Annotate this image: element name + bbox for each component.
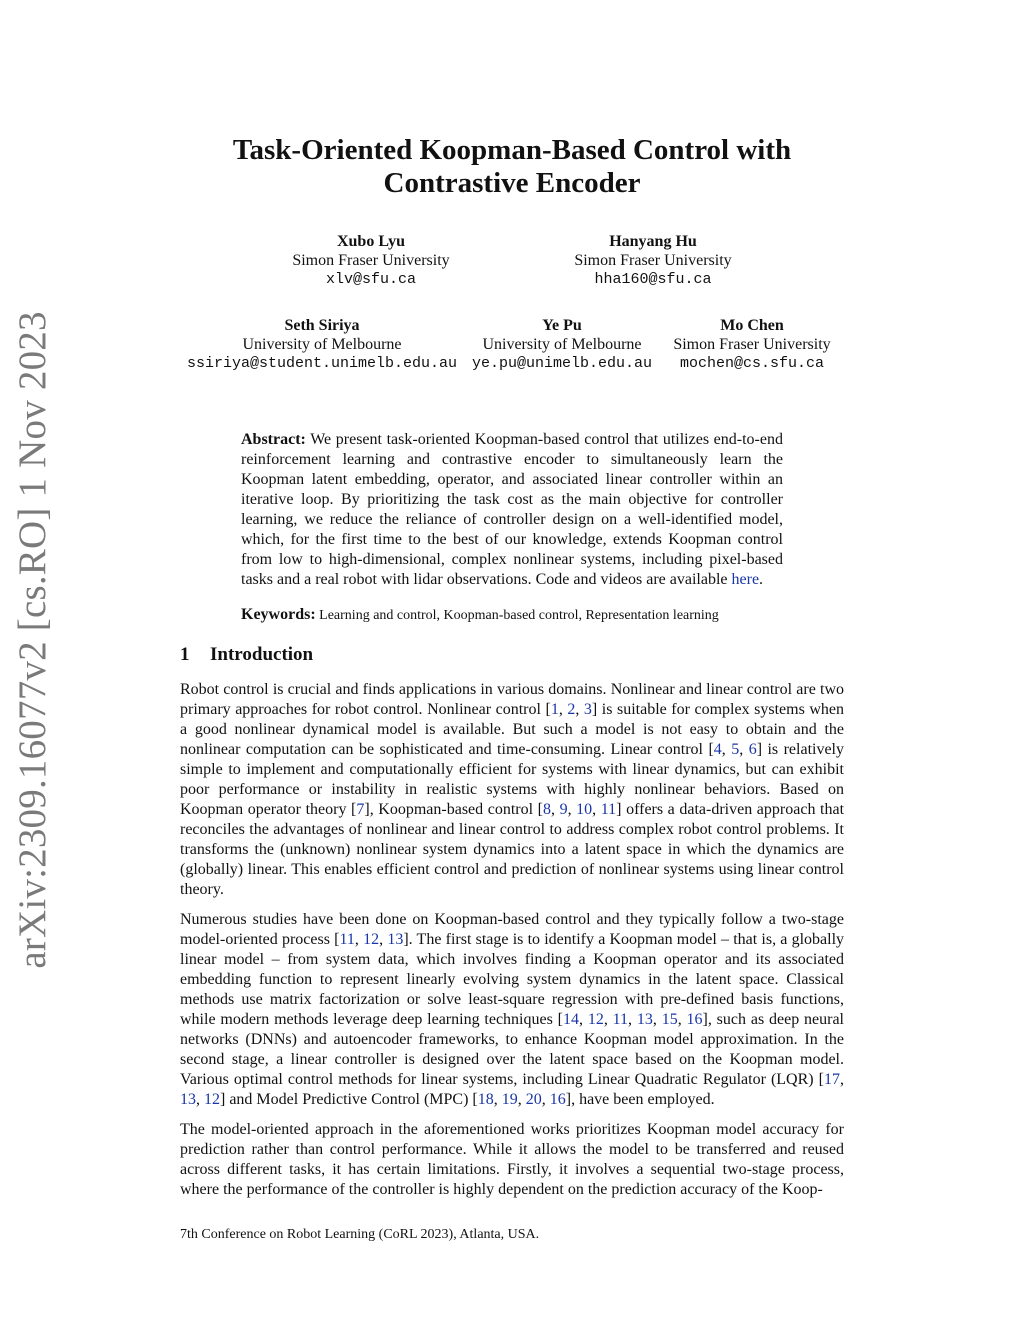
section-title: Introduction xyxy=(210,644,314,665)
author-email[interactable]: mochen@cs.sfu.ca xyxy=(679,355,825,372)
arxiv-stamp-text: arXiv:2309.16077v2 [cs.RO] 1 Nov 2023 xyxy=(11,311,54,969)
citation[interactable]: 16 xyxy=(686,1011,703,1028)
citation[interactable]: 2 xyxy=(567,701,576,718)
text-run: ] offers a data-driven approach that reconciles the advantages of nonlinear and linear control to address complex robot control problems. It transforms the (unknown) nonlinear system dynamics into a latent space in which the dynamics are (globally) linear. This enables efficient control and prediction of nonlinear systems using linear control theory. xyxy=(180,801,845,898)
title-line-2: Contrastive Encoder xyxy=(383,167,641,199)
citation[interactable]: 8 xyxy=(542,801,551,818)
citation[interactable]: 1 xyxy=(550,701,559,718)
author-email[interactable]: ye.pu@unimelb.edu.au xyxy=(471,355,653,372)
text-run: Numerous studies have been done on Koopman-based control and they typically follow a two-stage model-oriented process [ xyxy=(180,911,844,948)
footer-venue: 7th Conference on Robot Learning (CoRL 2023), Atlanta, USA. xyxy=(180,1227,540,1242)
keywords xyxy=(241,605,801,626)
paragraph-3 xyxy=(180,1120,844,1200)
author-email[interactable]: xlv@sfu.ca xyxy=(325,271,416,288)
author-block xyxy=(467,316,657,373)
citation[interactable]: 17 xyxy=(824,1071,840,1088)
citation[interactable]: 13 xyxy=(180,1091,196,1108)
citation[interactable]: 19 xyxy=(501,1091,518,1108)
author-email[interactable]: ssiriya@student.unimelb.edu.au xyxy=(187,355,458,372)
paragraph-2: Numerous studies have been done on Koopman-based control and they typically follow a two-stage model-oriented process [11, 12, 13]. The first stage is to identify a Koopman model – that is, a globally linear model – from system data, which involves finding a Koopman operator and its associated embedding function to represent linearly evolving system dynamics in the latent space. Classical methods use matrix factorization or solve least-square regression with pre-defined basis functions, while modern methods leverage deep learning techniques [14, 12, 11, 13, 15, 16], such as deep neural networks (DNNs) and autoencoder frameworks, to enhance Koopman model approximation. In the second stage, a linear controller is designed over the latent space based on the Koopman model. Various optimal control methods for linear systems, including Linear Quadratic Regulator (LQR) [17, 13, 12] and Model Predictive Control (MPC) [18, 19, 20, 16], have been employed. xyxy=(180,911,845,1108)
author-name: Mo Chen xyxy=(720,317,784,334)
text-run: ], Koopman-based control [ xyxy=(364,801,543,818)
citation[interactable]: 3 xyxy=(583,701,592,718)
citation[interactable]: 12 xyxy=(204,1091,220,1108)
citation[interactable]: 13 xyxy=(387,931,404,948)
keywords-label: Keywords: xyxy=(241,606,316,623)
citation[interactable]: 14 xyxy=(562,1011,579,1028)
citation[interactable]: 6 xyxy=(748,741,757,758)
author-block xyxy=(271,232,471,289)
code-link[interactable]: here xyxy=(731,571,760,588)
text-run: ], such as deep neural networks (DNNs) and autoencoder frameworks, to enhance Koopman model approximation. In the second stage, a linear controller is designed over the latent space based on the Koopman model. Various optimal control methods for linear systems, including Linear Quadratic Regulator (LQR) [ xyxy=(180,1011,844,1088)
citation[interactable]: 18 xyxy=(477,1091,494,1108)
author-block xyxy=(553,232,753,289)
citation[interactable]: 11 xyxy=(600,801,617,818)
text-run: ] is suitable for complex systems when a good nonlinear dynamical model is available. But such a model is not easy to obtain and the nonlinear computation can be sophisticated and time-consuming. Linear control [ xyxy=(180,701,845,758)
text-run: The model-oriented approach in the aforementioned works prioritizes Koopman model accuracy for prediction rather than control performance. While it allows the model to be transferred and reused across different tasks, it has certain limitations. Firstly, it involves a sequential two-stage process, where the performance of the controller is highly dependent on the prediction accuracy of the Koop- xyxy=(180,1121,844,1198)
paper-title xyxy=(180,134,844,200)
citation[interactable]: 4 xyxy=(713,741,722,758)
author-affiliation: Simon Fraser University xyxy=(673,336,831,353)
text-run: ] is relatively simple to implement and computationally efficient for systems with linear dynamics, but can exhibit poor performance or instability in realistic systems with highly nonlinear behaviors. Based on Koopman operator theory [ xyxy=(180,741,845,818)
author-affiliation: University of Melbourne xyxy=(482,336,642,353)
citation[interactable]: 20 xyxy=(525,1091,542,1108)
author-affiliation: Simon Fraser University xyxy=(574,252,732,269)
citation[interactable]: 16 xyxy=(549,1091,566,1108)
abstract xyxy=(241,430,783,590)
author-name: Ye Pu xyxy=(542,317,582,334)
citation[interactable]: 5 xyxy=(731,741,740,758)
citation[interactable]: 9 xyxy=(559,801,568,818)
citation[interactable]: 15 xyxy=(661,1011,678,1028)
title-line-1: Task-Oriented Koopman-Based Control with xyxy=(232,134,792,166)
author-name: Hanyang Hu xyxy=(609,233,697,250)
citation[interactable]: 13 xyxy=(636,1011,653,1028)
abstract-text: We present task-oriented Koopman-based control that utilizes end-to-end reinforcement learning and contrastive encoder to simultaneously learn the Koopman latent embedding, operator, and associated linear controller within an iterative loop. By prioritizing the task cost as the main objective for controller learning, we reduce the reliance of controller design on a well-identified model, which, for the first time to the best of our knowledge, extends Koopman control from low to high-dimensional, complex nonlinear systems, including pixel-based tasks and a real robot with lidar observations. Code and videos are available xyxy=(241,431,783,588)
author-name: Seth Siriya xyxy=(284,317,360,334)
text-run: ]. The first stage is to identify a Koopman model – that is, a globally linear model – from system data, which involves finding a Koopman operator and its associated embedding function to represent linearly evolving system dynamics in the latent space. Classical methods use matrix factorization or solve least-square regression with pre-defined basis functions, while modern methods leverage deep learning techniques [ xyxy=(180,931,845,1028)
citation[interactable]: 11 xyxy=(612,1011,629,1028)
citation[interactable]: 7 xyxy=(356,801,365,818)
author-block xyxy=(662,316,842,373)
author-affiliation: Simon Fraser University xyxy=(292,252,450,269)
author-affiliation: University of Melbourne xyxy=(242,336,402,353)
paragraph-1: Robot control is crucial and finds applications in various domains. Nonlinear and linear control are two primary approaches for robot control. Nonlinear control [1, 2, 3] is suitable for complex systems when a good nonlinear dynamical model is available. But such a model is not easy to obtain and the nonlinear computation can be sophisticated and time-consuming. Linear control [4, 5, 6] is relatively simple to implement and computationally efficient for systems with linear dynamics, but can exhibit poor performance or instability in realistic systems with highly nonlinear behaviors. Based on Koopman operator theory [7], Koopman-based control [8, 9, 10, 11] offers a data-driven approach that reconciles the advantages of nonlinear and linear control to address complex robot control problems. It transforms the (unknown) nonlinear system dynamics into a latent space in which the dynamics are (globally) linear. This enables efficient control and prediction of nonlinear systems using linear control theory. xyxy=(180,681,845,898)
section-number: 1 xyxy=(180,644,190,665)
author-block xyxy=(187,316,457,373)
abstract-end: . xyxy=(759,571,764,588)
author-name: Xubo Lyu xyxy=(336,233,406,250)
citation[interactable]: 11 xyxy=(339,931,355,948)
keywords-text: Learning and control, Koopman-based control, Representation learning xyxy=(319,608,719,623)
citation[interactable]: 12 xyxy=(363,931,380,948)
abstract-label: Abstract: xyxy=(241,431,306,448)
section-heading xyxy=(180,644,313,666)
text-run: ] and Model Predictive Control (MPC) [ xyxy=(220,1091,478,1108)
citation[interactable]: 10 xyxy=(576,801,593,818)
text-run: ], have been employed. xyxy=(565,1091,715,1108)
author-email[interactable]: hha160@sfu.ca xyxy=(594,271,712,288)
citation[interactable]: 12 xyxy=(587,1011,604,1028)
text-run: Robot control is crucial and finds applications in various domains. Nonlinear and linear control are two primary approaches for robot control. Nonlinear control [ xyxy=(180,681,844,718)
